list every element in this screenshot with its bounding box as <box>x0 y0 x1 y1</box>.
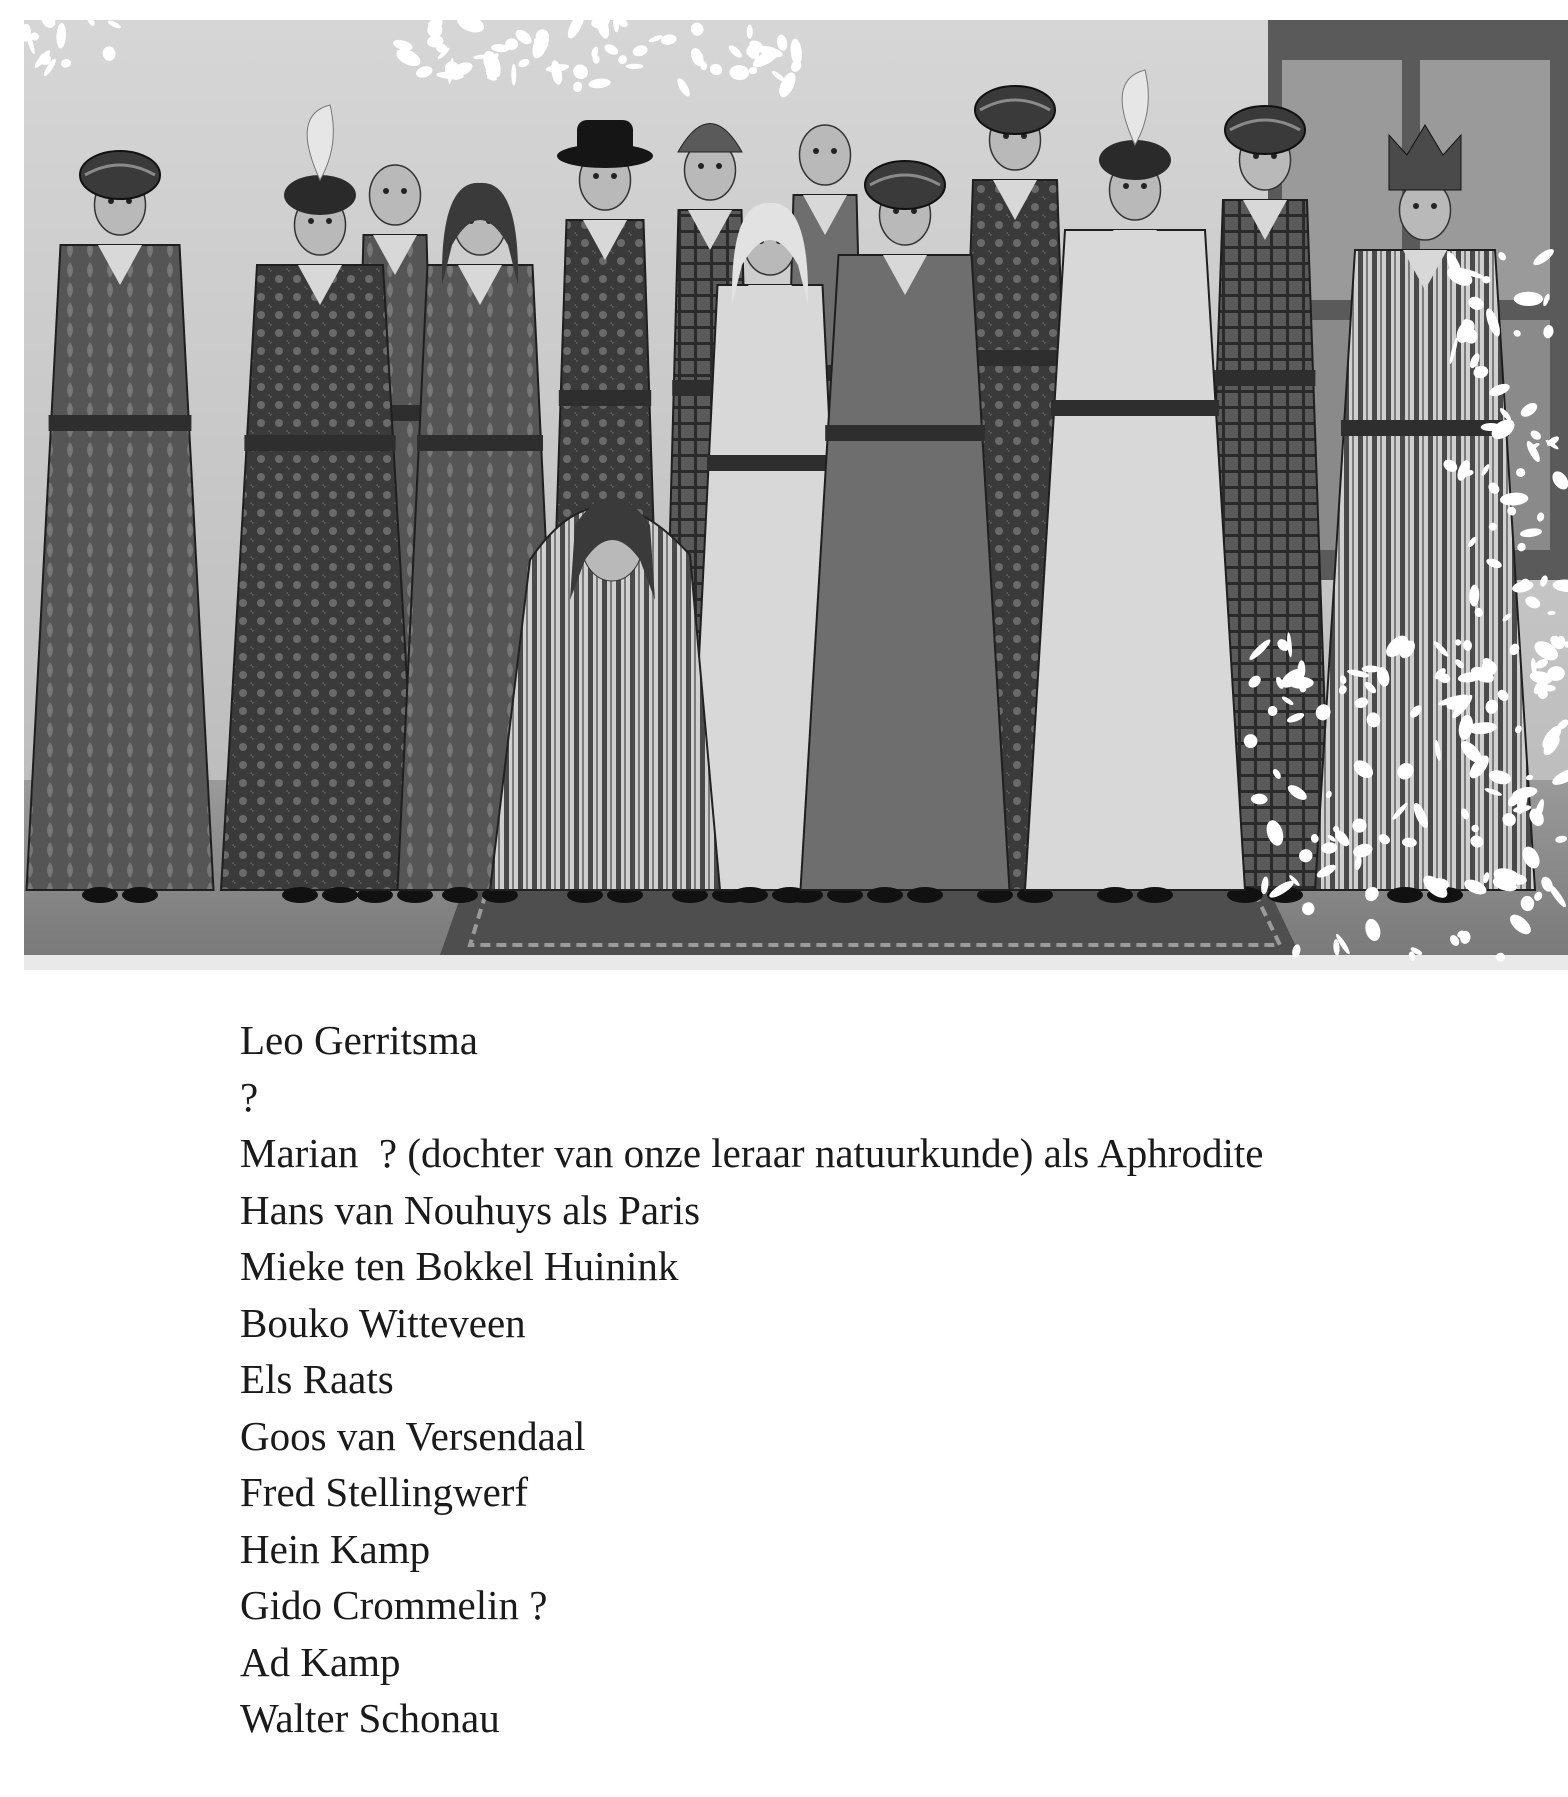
caption-line: Mieke ten Bokkel Huinink <box>240 1243 679 1289</box>
caption-line: Ad Kamp <box>240 1638 401 1685</box>
caption-line: Gido Crommelin ? <box>240 1582 548 1628</box>
caption-line: Walter Schonau <box>240 1695 500 1741</box>
caption-line: Marian ? (dochter van onze leraar natuurkunde) als Aphrodite <box>240 1130 1264 1176</box>
caption-line: Bouko Witteveen <box>240 1299 526 1346</box>
caption-line: Els Raats <box>240 1356 394 1402</box>
caption-line: Leo Gerritsma <box>240 1017 478 1063</box>
caption-line: Fred Stellingwerf <box>240 1469 529 1515</box>
caption-line: ? <box>240 1073 259 1120</box>
caption-name-list <box>240 1012 1540 1747</box>
caption-line: Hein Kamp <box>240 1525 431 1572</box>
caption-line: Goos van Versendaal <box>240 1412 586 1459</box>
caption-line: Hans van Nouhuys als Paris <box>240 1186 701 1233</box>
